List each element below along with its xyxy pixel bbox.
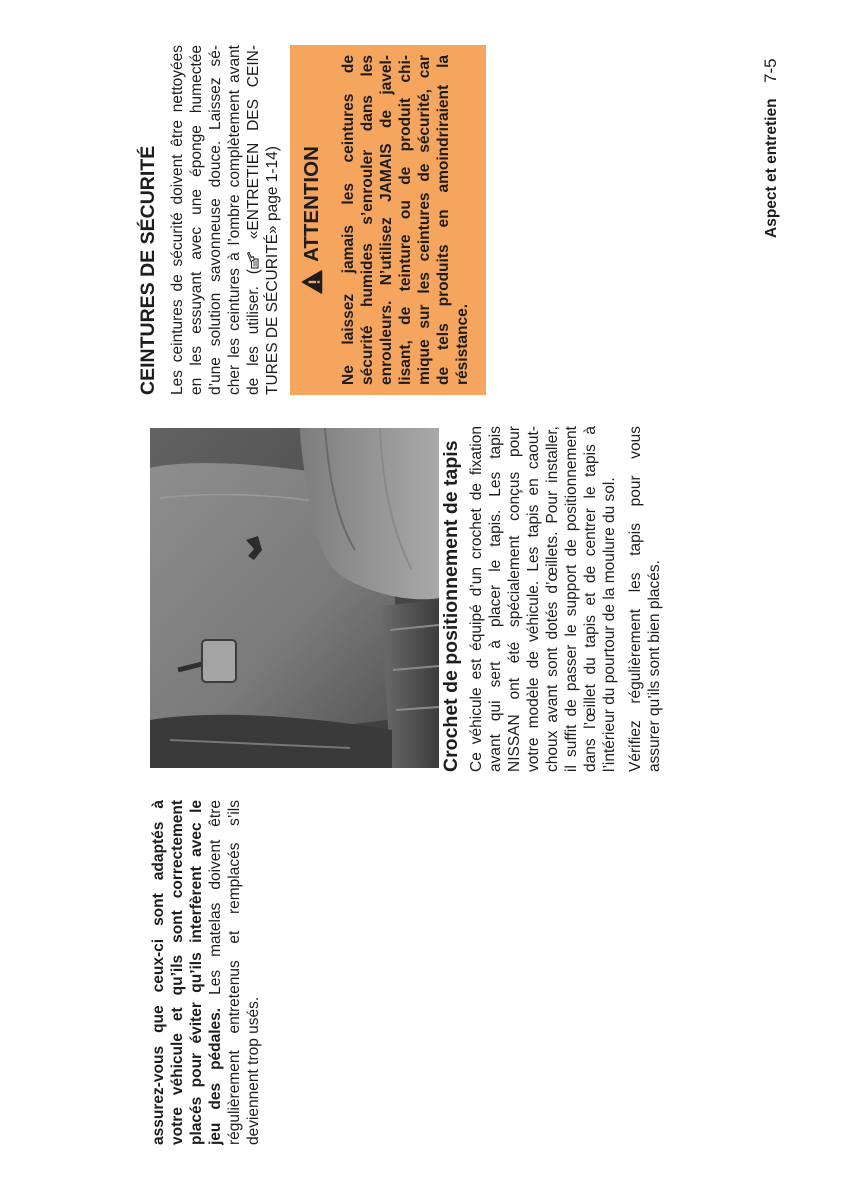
text-line: il suffit de passer le support de positionnement: [563, 426, 580, 772]
text-line: d’une solution savonneuse douce. Laissez sé-: [207, 45, 224, 395]
text-line: l’intérieur du pourtour de la moulure du sol.: [601, 477, 618, 772]
text-line: assurez-vous que ceux-ci sont adaptés à: [150, 800, 167, 1145]
text-line: [206, 800, 225, 1145]
warning-header: [290, 45, 334, 395]
reference-book-icon: [246, 251, 259, 269]
text-line: dans l’œillet du tapis et de centrer le tapis à: [582, 426, 599, 772]
text-line: Vérifiez régulièrement les tapis pour vous: [627, 426, 644, 772]
page-number: 7-5: [761, 58, 780, 83]
floor-mats-continued: [149, 800, 263, 1145]
text-line: en les essuyant avec une éponge humectée: [188, 45, 205, 395]
text-line: TURES DE SÉCURITÉ» page 1-14): [264, 146, 281, 395]
text-line: choux avant sont dotés d’œillets. Pour installer,: [544, 426, 561, 772]
text-after-reference: «ENTRETIEN DES CEIN-: [245, 45, 262, 240]
warning-box: [290, 45, 486, 395]
section-heading-mat-hook: Crochet de positionnement de tapis: [440, 440, 462, 772]
text-line: votre modèle de véhicule. Les tapis en caout-: [525, 426, 542, 772]
warning-text: [339, 55, 472, 385]
text-line: lisant, de teinture ou de produit chi-: [397, 55, 414, 385]
text-line: Les ceintures de sécurité doivent être nettoyées: [169, 45, 186, 395]
text-line: NISSAN ont été spécialement conçus pour: [506, 426, 523, 772]
text-line: de tels produits en amoindriraient la: [435, 55, 452, 385]
text-line: cher les ceintures à l’ombre complètement avant: [226, 45, 243, 395]
text-line: [244, 45, 263, 395]
mat-hook-paragraph: [467, 426, 619, 772]
text-line: résistance.: [454, 304, 471, 385]
text-line: sécurité humides s’enrouler dans les: [359, 55, 376, 385]
text-line: enrouleurs. N’utilisez JAMAIS de javel-: [378, 55, 395, 385]
text-line: régulièrement entretenus et remplacés s’ils: [226, 800, 243, 1145]
text-line: deviennent trop usés.: [245, 996, 262, 1145]
bold-text: jeu des pédales.: [207, 1007, 224, 1145]
text-line: Ne laissez jamais les ceintures de: [340, 55, 357, 385]
warning-triangle-icon: [301, 270, 323, 294]
section-heading-seat-belts: CEINTURES DE SÉCURITÉ: [137, 145, 159, 395]
text-before-reference: de les utiliser. (: [245, 269, 262, 395]
text-line: assurer qu’ils sont bien placés.: [646, 560, 663, 772]
seat-belts-paragraph: [168, 45, 282, 395]
mat-check-paragraph: [626, 426, 664, 772]
regular-text: Les matelas doivent être: [207, 800, 224, 995]
warning-title: ATTENTION: [300, 146, 323, 262]
text-line: placés pour éviter qu’ils interfèrent avec le: [188, 800, 205, 1145]
text-line: avant qui sert à placer le tapis. Les tapis: [487, 426, 504, 772]
text-line: mique sur les ceintures de sécurité, car: [416, 55, 433, 385]
footer-section-title: Aspect et entretien: [763, 98, 780, 238]
text-line: Ce véhicule est équipé d’un crochet de fixation: [468, 426, 485, 772]
text-line: votre véhicule et qu’ils sont correctement: [169, 800, 186, 1145]
